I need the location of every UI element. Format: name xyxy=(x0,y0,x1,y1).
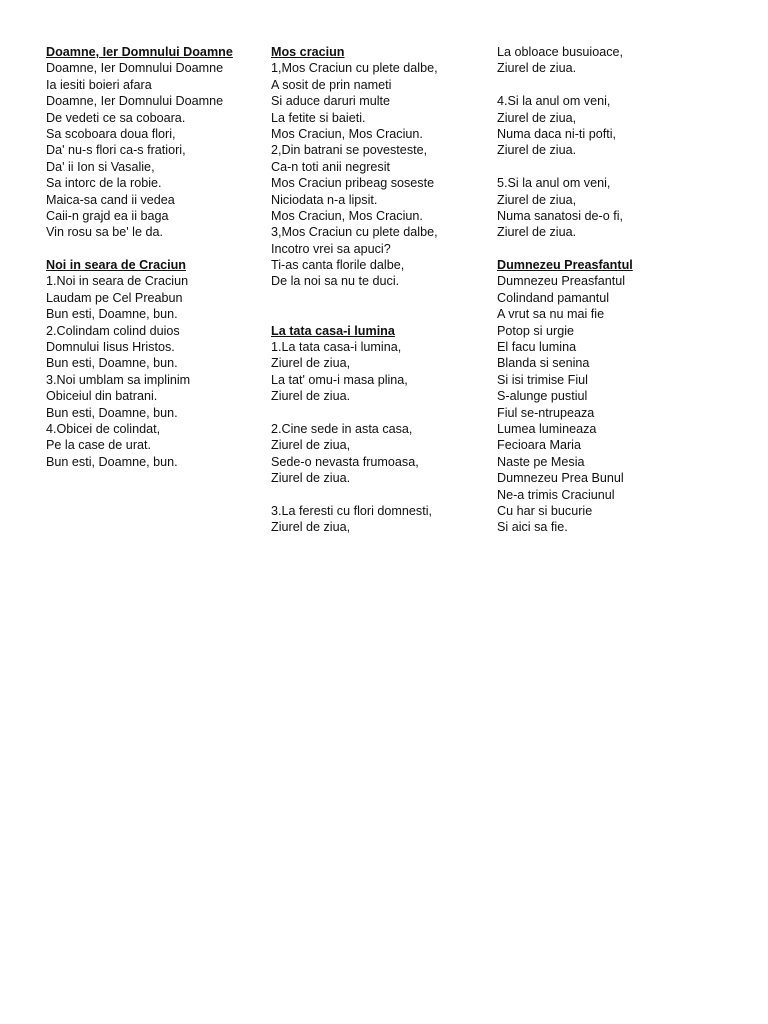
lyric-line: Mos Craciun pribeag soseste xyxy=(271,176,435,191)
lyric-line: 3.La feresti cu flori domnesti, xyxy=(271,503,432,518)
lyric-line: Da' nu-s flori ca-s fratiori, xyxy=(46,143,186,158)
lyric-line: Bun esti, Doamne, bun. xyxy=(46,454,178,469)
lyric-line: Da' ii Ion si Vasalie, xyxy=(46,159,155,174)
lyric-line: A vrut sa nu mai fie xyxy=(497,307,605,322)
lyric-line: Maica-sa cand ii vedea xyxy=(46,192,175,207)
lyric-line: 2,Din batrani se povesteste, xyxy=(271,143,428,158)
lyric-line: Numa sanatosi de-o fi, xyxy=(497,208,623,223)
lyric-line: Ziurel de ziua. xyxy=(271,389,351,404)
song-title: Dumnezeu Preasfantul xyxy=(497,258,633,273)
lyric-line: Dumnezeu Prea Bunul xyxy=(497,471,624,486)
lyric-line: La fetite si baieti. xyxy=(271,110,366,125)
blank-line xyxy=(271,290,486,306)
column-left xyxy=(46,44,261,470)
lyric-line: Ne-a trimis Craciunul xyxy=(497,487,615,502)
lyric-line: Sede-o nevasta frumoasa, xyxy=(271,454,419,469)
column-middle xyxy=(271,44,486,536)
lyric-line: 1,Mos Craciun cu plete dalbe, xyxy=(271,61,438,76)
lyric-line: 3,Mos Craciun cu plete dalbe, xyxy=(271,225,438,240)
lyric-line: Ziurel de ziua, xyxy=(271,356,351,371)
lyric-line: Ziurel de ziua. xyxy=(497,225,577,240)
blank-line xyxy=(271,487,486,503)
blank-line xyxy=(46,241,261,257)
song-title: La tata casa-i lumina xyxy=(271,323,395,338)
lyric-line: Ti-as canta florile dalbe, xyxy=(271,258,405,273)
lyric-line: Vin rosu sa be' le da. xyxy=(46,225,163,240)
blank-line xyxy=(271,306,486,322)
lyric-line: La obloace busuioace, xyxy=(497,45,624,59)
lyric-line: Si isi trimise Fiul xyxy=(497,372,588,387)
lyric-line: Mos Craciun, Mos Craciun. xyxy=(271,126,423,141)
lyric-line: Ca-n toti anii negresit xyxy=(271,159,391,174)
lyric-line: Ziurel de ziua, xyxy=(271,520,351,535)
lyric-line: Si aduce daruri multe xyxy=(271,94,391,109)
lyric-line: Doamne, Ier Domnului Doamne xyxy=(46,61,224,76)
lyric-line: Sa scoboara doua flori, xyxy=(46,126,176,141)
lyric-line: Bun esti, Doamne, bun. xyxy=(46,356,178,371)
lyric-line: Naste pe Mesia xyxy=(497,454,585,469)
lyric-line: Blanda si senina xyxy=(497,356,590,371)
blank-line xyxy=(497,241,727,257)
lyric-line: Laudam pe Cel Preabun xyxy=(46,290,183,305)
lyric-line: 2.Colindam colind duios xyxy=(46,323,180,338)
lyric-line: Lumea lumineaza xyxy=(497,421,597,436)
lyric-line: 3.Noi umblam sa implinim xyxy=(46,372,191,387)
lyric-line: Pe la case de urat. xyxy=(46,438,152,453)
lyric-line: Dumnezeu Preasfantul xyxy=(497,274,626,289)
song-title: Doamne, Ier Domnului Doamne xyxy=(46,45,233,59)
lyric-line: Ziurel de ziua, xyxy=(497,192,577,207)
lyric-line: Ziurel de ziua. xyxy=(497,143,577,158)
lyric-line: Caii-n grajd ea ii baga xyxy=(46,208,169,223)
song-title: Noi in seara de Craciun xyxy=(46,258,186,273)
lyric-line: Sa intorc de la robie. xyxy=(46,176,162,191)
lyric-line: Numa daca ni-ti pofti, xyxy=(497,126,616,141)
song-title: Mos craciun xyxy=(271,45,345,59)
blank-line xyxy=(271,405,486,421)
lyric-line: Ziurel de ziua, xyxy=(271,438,351,453)
lyric-line: Incotro vrei sa apuci? xyxy=(271,241,391,256)
lyric-line: 1.La tata casa-i lumina, xyxy=(271,340,402,355)
lyric-line: De vedeti ce sa coboara. xyxy=(46,110,186,125)
lyric-line: Bun esti, Doamne, bun. xyxy=(46,307,178,322)
lyric-line: El facu lumina xyxy=(497,340,577,355)
lyric-line: 4.Obicei de colindat, xyxy=(46,421,161,436)
lyric-line: Obiceiul din batrani. xyxy=(46,389,158,404)
lyric-line: La tat' omu-i masa plina, xyxy=(271,372,408,387)
lyric-line: De la noi sa nu te duci. xyxy=(271,274,400,289)
lyric-line: 1.Noi in seara de Craciun xyxy=(46,274,189,289)
lyric-line: Colindand pamantul xyxy=(497,290,610,305)
lyric-line: 4.Si la anul om veni, xyxy=(497,94,611,109)
lyric-line: 2.Cine sede in asta casa, xyxy=(271,421,413,436)
lyric-line: Mos Craciun, Mos Craciun. xyxy=(271,208,423,223)
lyric-line: Ziurel de ziua, xyxy=(497,110,577,125)
lyric-line: Bun esti, Doamne, bun. xyxy=(46,405,178,420)
column-right xyxy=(497,44,727,536)
lyric-line: Ziurel de ziua. xyxy=(271,471,351,486)
lyric-line: Si aici sa fie. xyxy=(497,520,568,535)
lyric-line: Fecioara Maria xyxy=(497,438,581,453)
lyric-line: Domnului Iisus Hristos. xyxy=(46,340,175,355)
lyric-line: S-alunge pustiul xyxy=(497,389,588,404)
lyric-line: 5.Si la anul om veni, xyxy=(497,176,611,191)
blank-line xyxy=(497,77,727,93)
lyric-line: Potop si urgie xyxy=(497,323,575,338)
lyric-line: Cu har si bucurie xyxy=(497,503,593,518)
lyric-line: Ziurel de ziua. xyxy=(497,61,577,76)
blank-line xyxy=(497,159,727,175)
lyric-line: A sosit de prin nameti xyxy=(271,77,392,92)
lyric-line: Fiul se-ntrupeaza xyxy=(497,405,595,420)
lyric-line: Doamne, Ier Domnului Doamne xyxy=(46,94,224,109)
lyric-line: Niciodata n-a lipsit. xyxy=(271,192,378,207)
lyric-line: Ia iesiti boieri afara xyxy=(46,77,152,92)
